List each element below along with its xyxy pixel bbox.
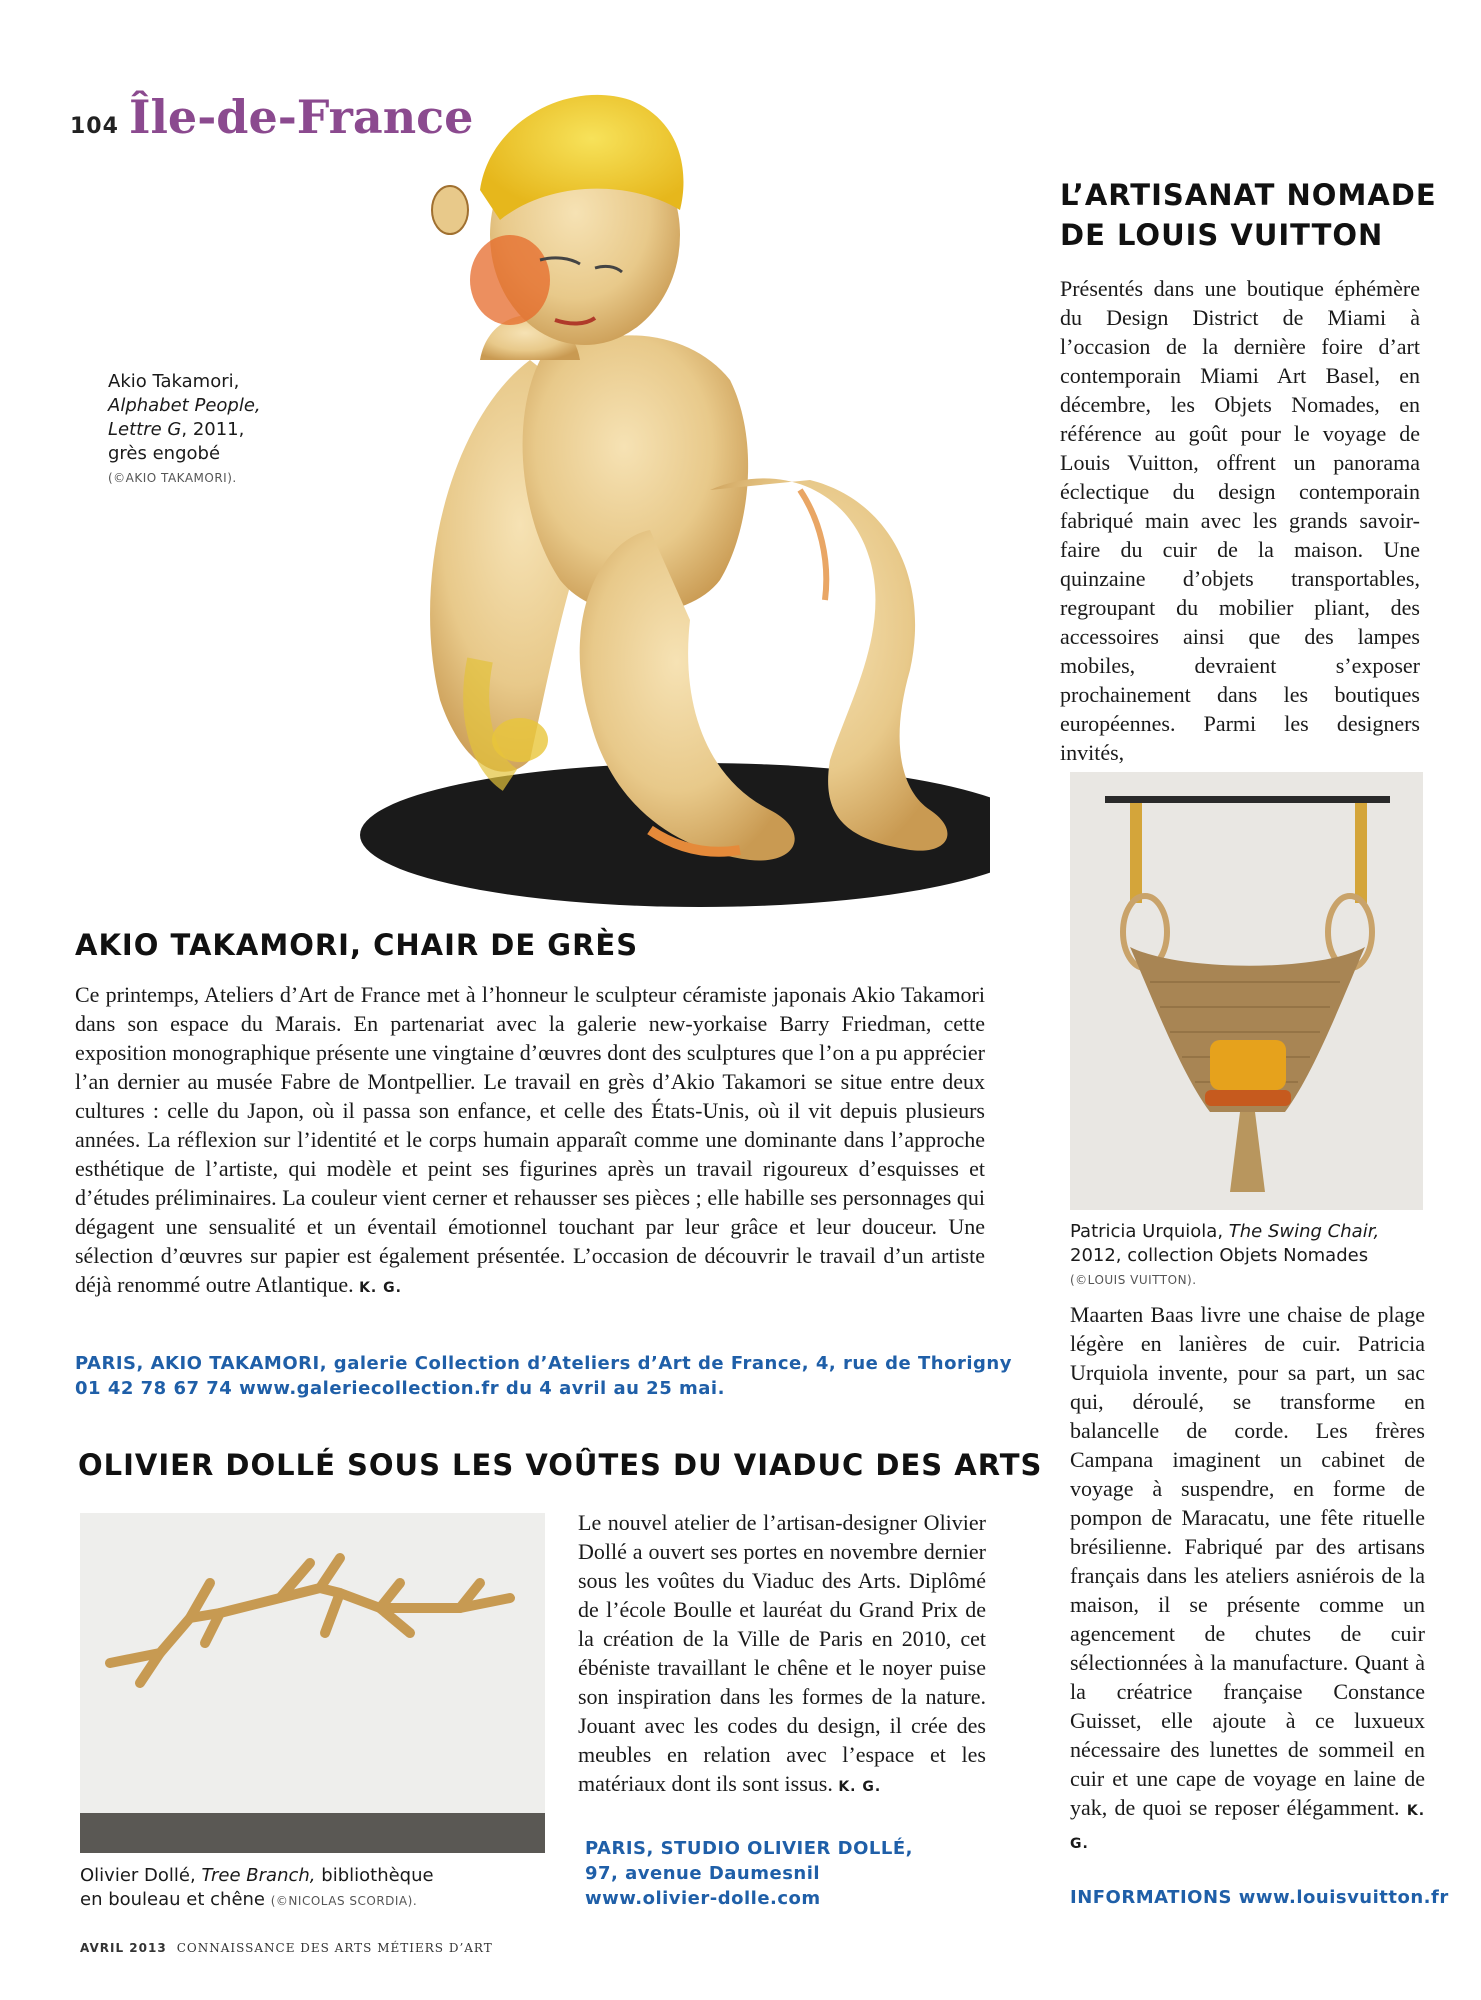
caption-artist: Patricia Urquiola, [1070,1221,1224,1242]
article-body-takamori [75,980,985,1303]
caption-credit: (©AKIO TAKAMORI). [108,471,237,485]
article-body-dolle [578,1508,986,1802]
sculpture-photo [330,60,990,920]
region-title: Île-de-France [128,90,474,144]
article-body-vuitton-2 [1070,1300,1425,1859]
article-body-vuitton-1: Présentés dans une boutique éphémère du Design District de Miami à l’occasion de la dernière foire d’art contemporain Miami Art Basel, en décembre, les Objets Nomades, en référence au goût pour le voyage de Louis Vuitton, offrent un panorama éclectique du design contemporain fabriqué main avec les grands savoir-faire du cuir de la maison. Une quinzaine d’objets transportables, regroupant du mobilier pliant, des accessoires ainsi que des lampes mobiles, devraient s’exposer prochainement dans les boutiques européennes. Parmi les designers invités, [1060,276,1420,765]
article-text: Maarten Baas livre une chaise de plage légère en lanières de cuir. Patricia Urquiola invente, pour sa part, un sac qui, déroulé, se transforme en balancelle de corde. Les frères Campana imaginent un cabinet de voyage à suspendre, en forme de pompon de Maracatu, une fête rituelle brésilienne. Fabriqué par des artisans français dans les ateliers asniérois de la maison, il se présente comme un agencement de chutes de cuir sélectionnées à la manufacture. Quant à la créatrice française Constance Guisset, elle ajoute à ce luxueux nécessaire des lunettes de sommeil en cuir et une cape de voyage en laine de yak, de quoi se reposer élégamment. [1070,1302,1425,1820]
caption-line: 2012, collection Objets Nomades [1070,1245,1369,1266]
article-signature: K. G. [1070,1803,1426,1852]
caption-material: grès engobé [108,443,221,464]
caption-title: Alphabet People, [108,395,261,416]
sculpture-caption [108,370,261,490]
caption-artist: Olivier Dollé, [80,1865,196,1886]
info-line: 01 42 78 67 74 www.galeriecollection.fr du 4 avril au 25 mai. [75,1378,725,1399]
title-line: L’ARTISANAT NOMADE [1060,178,1437,212]
info-line: 97, avenue Daumesnil [585,1863,821,1884]
caption-title-2: Lettre G [108,419,182,440]
article-title-vuitton [1060,175,1437,255]
info-line: PARIS, STUDIO OLIVIER DOLLÉ, [585,1838,913,1859]
tree-branch-caption [80,1864,434,1913]
article-title-takamori: AKIO TAKAMORI, CHAIR DE GRÈS [75,928,639,962]
info-line: PARIS, AKIO TAKAMORI, galerie Collection d’Ateliers d’Art de France, 4, rue de Thorigny [75,1353,1012,1374]
article-title-dolle: OLIVIER DOLLÉ SOUS LES VOÛTES DU VIADUC DES ARTS [78,1448,1043,1482]
page-number: 104 [70,114,119,139]
swing-chair-caption [1070,1220,1379,1292]
footer-magazine: CONNAISSANCE DES ARTS MÉTIERS D’ART [176,1941,493,1955]
caption-desc: en bouleau et chêne [80,1889,266,1910]
article-signature: K. G. [359,1280,402,1296]
caption-year: , 2011, [181,419,245,440]
caption-title: Tree Branch, [201,1865,316,1886]
article-signature: K. G. [838,1779,882,1795]
info-line: www.olivier-dolle.com [585,1888,821,1909]
info-dolle [585,1836,913,1911]
caption-desc: bibliothèque [321,1865,434,1886]
info-url[interactable]: www.louisvuitton.fr [1238,1887,1449,1908]
title-line: DE LOUIS VUITTON [1060,218,1384,252]
caption-artist: Akio Takamori, [108,371,240,392]
footer-date: AVRIL 2013 [80,1941,167,1955]
info-vuitton [1070,1885,1449,1910]
info-label: INFORMATIONS [1070,1887,1232,1908]
page-footer [80,1941,493,1956]
article-text: Ce printemps, Ateliers d’Art de France met à l’honneur le sculpteur céramiste japonais Akio Takamori dans son espace du Marais. En partenariat avec la galerie new-yorkaise Barry Friedman, cette exposition monographique présente une vingtaine d’œuvres dont des sculptures que l’on a pu apprécier l’an dernier au musée Fabre de Montpellier. Le travail en grès d’Akio Takamori se situe entre deux cultures : celle du Japon, où il passa son enfance, et celle des États-Unis, où il vit depuis plusieurs années. La réflexion sur l’identité et le corps humain apparaît comme une dominante dans l’approche esthétique de l’artiste, qui modèle et peint ses figurines après un travail rigoureux d’esquisses et d’études préliminaires. La couleur vient cerner et rehausser ses pièces ; elle habille ses personnages qui dégagent une sensualité et un éventail émotionnel touchant par leur grâce et leur douceur. Une sélection d’œuvres sur papier est également présentée. L’occasion de découvrir le travail d’un artiste déjà renommé outre Atlantique. [75,982,985,1297]
article-text: Le nouvel atelier de l’artisan-designer Olivier Dollé a ouvert ses portes en novembre dernier sous les voûtes du Viaduc des Arts. Diplômé de l’école Boulle et lauréat du Grand Prix de la création de la Ville de Paris en 2010, cet ébéniste travaillant le chêne et le noyer puise son inspiration dans les formes de la nature. Jouant avec les codes du design, il crée des meubles en relation avec l’espace et les matériaux dont ils sont issus. [578,1510,986,1796]
info-takamori [75,1351,1012,1401]
caption-title: The Swing Chair, [1228,1221,1380,1242]
caption-credit: (©LOUIS VUITTON). [1070,1273,1197,1287]
caption-credit: (©NICOLAS SCORDIA). [270,1894,418,1908]
swing-chair-photo [1070,772,1423,1210]
tree-branch-photo [80,1513,545,1853]
